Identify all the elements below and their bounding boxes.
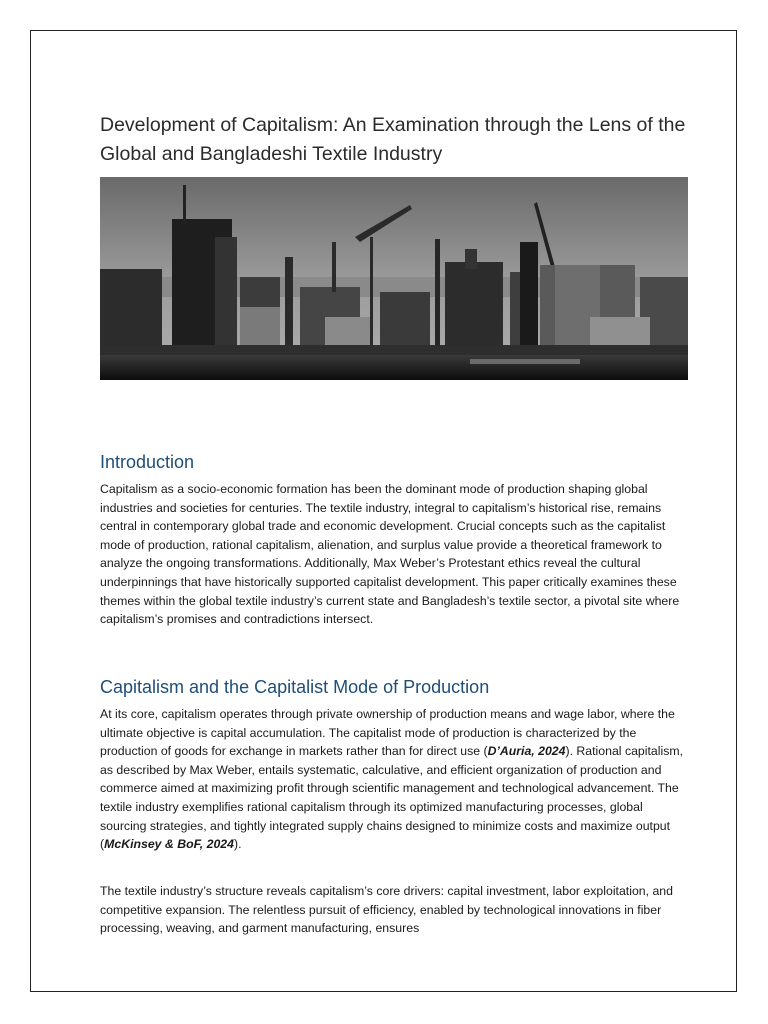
industrial-skyline-image	[100, 177, 688, 380]
section-heading-introduction: Introduction	[100, 452, 195, 472]
text-run: ).	[233, 837, 242, 852]
capitalism-paragraph-2: The textile industry’s structure reveals capitalism’s core drivers: capital investment, labor exploitation, and competitive expansion. The relentless pursuit of efficiency, enabled by technological innovations in fiber processing, weaving, and garment manufacturing, ensures	[100, 884, 673, 936]
section-heading-capitalism: Capitalism and the Capitalist Mode of Production	[100, 677, 490, 697]
capitalism-paragraph-1	[100, 705, 692, 854]
introduction-paragraph: Capitalism as a socio-economic formation has been the dominant mode of production shaping global industries and societies for centuries. The textile industry, integral to capitalism’s historical rise, remains central in contemporary global trade and economic development. Crucial concepts such as the capitalist mode of production, rational capitalism, alienation, and surplus value provide a theoretical framework to analyze the ongoing transformations. Additionally, Max Weber’s Protestant ethics reveal the cultural underpinnings that have historically supported capitalist development. This paper critically examines these themes within the global textile industry’s current state and Bangladesh’s textile sector, a pivotal site where capitalism’s promises and contradictions intersect.	[100, 482, 680, 627]
citation-dauria: D’Auria, 2024	[487, 744, 566, 759]
citation-mckinsey: McKinsey & BoF, 2024	[104, 837, 234, 852]
text-run: ). Rational capitalism, as described by Max Weber, entails systematic, calculative, and efficient organization of production and commerce aimed at maximizing profit through scientific management and technological advancement. The textile industry exemplifies rational capitalism through its optimized manufacturing processes, global sourcing strategies, and tightly integrated supply chains designed to minimize costs and maximize output (	[100, 744, 684, 852]
document-title: Development of Capitalism: An Examination through the Lens of the Global and Bangladeshi Textile Industry	[100, 114, 686, 165]
text-run: At its core, capitalism operates through private ownership of production means and wage labor, where the ultimate objective is capital accumulation. The capitalist mode of production is characterized by the production of goods for exchange in markets rather than for direct use (	[100, 707, 675, 759]
document-page	[30, 30, 737, 992]
